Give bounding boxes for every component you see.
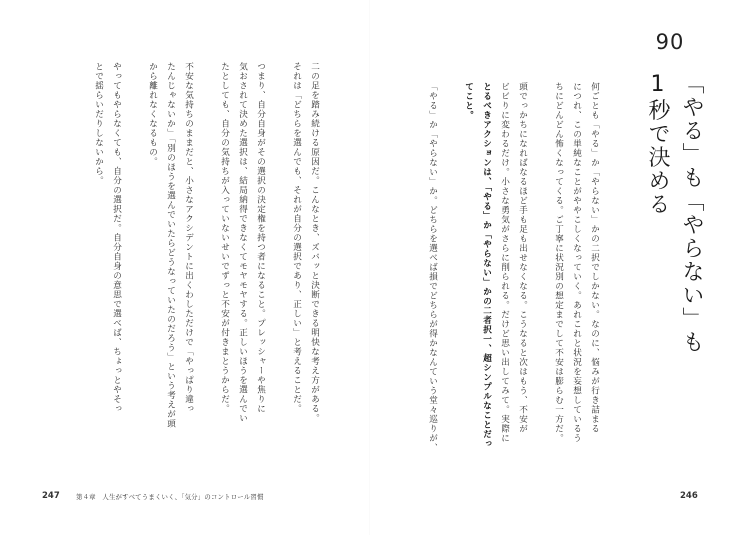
body-column: 頭でっかちになればなるほど手も足も出せなくなる。こうなると次はもう、不安が: [517, 82, 528, 434]
body-column: 何ごとも「やる」か「やらない」かの二択でしかない。なのに、悩みが行き詰まる: [589, 82, 600, 434]
body-column: たとしても、自分の気持ちが入っていないせいでずっと不安が付きまとうからだ。: [219, 62, 230, 414]
body-column: とで揺らいだりしないから。: [93, 62, 104, 186]
page-gutter: [369, 0, 370, 535]
body-column: つまり、自分自身がその選択の決定権を持つ者になること。プレッシャーや焦りに: [255, 62, 266, 414]
body-column: 「やる」か「やらない」か。どちらを選べば損でどちらが得かなんていう堂々巡りが、: [427, 82, 438, 453]
chapter-title-line-1: 「やる」も「やらない」も: [679, 72, 704, 354]
body-column: につれ、この単純なことがややこしくなっていく。あれこれと状況を妄想しているう: [571, 82, 582, 443]
body-column: それは「どちらを選んでも、それが自分の選択であり、正しい」と考えることだ。: [291, 62, 302, 414]
body-column: 気おされて決めた選択は、結局納得できなくてモヤモヤする。正しいほうを選んでい: [237, 62, 248, 423]
body-column: 不安な気持ちのままだと、小さなアクシデントに出くわしただけで「やっぱり違っ: [183, 62, 194, 414]
body-column: ビビりに変わるだけ。小さな勇気がさらに削られる。だけど思い出してみて。実際に: [499, 82, 510, 443]
body-column: から離れなくなるもの。: [147, 62, 158, 167]
right-page-number: 246: [680, 491, 698, 501]
body-column: やってもやらなくても、自分の選択だ。自分自身の意思で選べば、ちょっとやそっ: [111, 62, 122, 414]
body-column-emphasis: てこと。: [463, 82, 474, 120]
body-column: 二の足を踏み続ける原因だ。こんなとき、ズバッと決断できる明快な考え方がある。: [309, 62, 320, 423]
running-head: 第４章 人生がすべてうまくいく、「気分」のコントロール習慣: [76, 493, 264, 501]
body-column: たんじゃないか」「別のほうを選んでいたらどうなっていたのだろう」という考えが頭: [165, 62, 176, 429]
chapter-number: 90: [655, 30, 685, 54]
body-column: ちにどんどん怖くなってくる。ご丁寧に状況別の想定までして不安は膨らむ一方だ。: [553, 82, 564, 443]
body-column-emphasis: とるべきアクションは、「やる」か「やらない」かの二者択一、超シンプルなことだっ: [481, 82, 492, 449]
left-page-number: 247: [42, 491, 60, 501]
chapter-title-line-2: 1秒で決める: [645, 72, 670, 216]
